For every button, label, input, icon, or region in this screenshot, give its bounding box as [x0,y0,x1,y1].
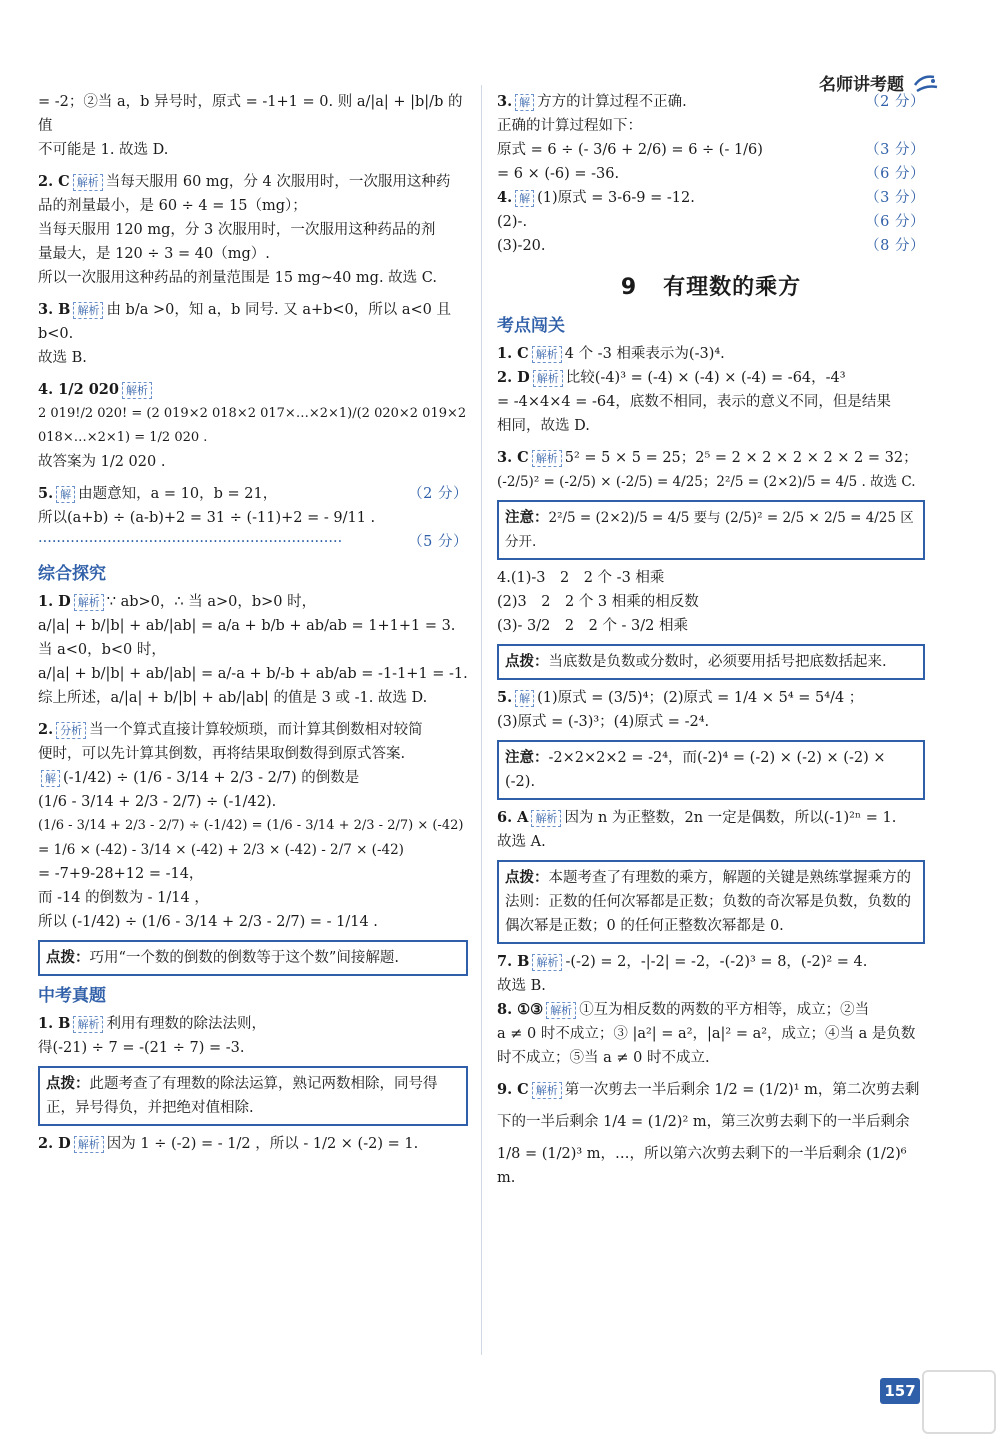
text-line: 故选 A. [497,834,546,850]
text-line: 不可能是 1. 故选 D. [38,142,169,158]
text-line: 品的剂量最小，是 60 ÷ 4 = 15（mg）； [38,198,307,214]
score-line: ·································································· （5 分） [38,530,468,554]
text-line: 利用有理数的除法法则， [106,1016,266,1032]
jiexi-tag: 解析 [531,810,561,827]
chapter-name: 有理数的乘方 [663,275,802,300]
text-line: (1)原式 = 3-6-9 = -12. [537,190,695,206]
text-line: = 6 × (-6) = -36. [497,166,620,182]
text-line: 当 a<0，b<0 时， [38,642,166,658]
note-text: 2²/5 = (2×2)/5 = 4/5 要与 (2/5)² = 2/5 × 2/5 = 4/25 区分开. [505,510,914,550]
question-number: 2. C [38,173,70,190]
text-line: 方方的计算过程不正确. [537,94,687,110]
note-label: 点拨： [505,870,549,886]
question-2 [38,170,468,194]
text-line: a ≠ 0 时不成立；③ |a²| = a²，|a|² = a²，成立；④当 a 是负数 [497,1026,916,1042]
text-line: (1)原式 = (3/5)⁴；(2)原式 = 1/4 × 5⁴ = 5⁴/4 ； [537,690,864,706]
score: （2 分） [408,486,468,502]
text-line: (1/6 - 3/14 + 2/3 - 2/7) ÷ (-1/42) = (1/6 - 3/14 + 2/3 - 2/7) × (-42) [38,818,464,833]
question-number: 5. [497,689,513,706]
text-line: 1/8 = (1/2)³ m，…，所以第六次剪去剩下的一半后剩余 (1/2)⁶ m. [497,1146,912,1186]
text-line: (3)原式 = (-3)³；(4)原式 = -2⁴. [497,714,710,730]
note-text: 巧用“一个数的倒数的倒数等于这个数”间接解题. [89,950,399,966]
note-label: 注意： [505,510,549,526]
text-line: 故答案为 1/2 020 . [38,454,166,470]
text-line: = 1/6 × (-42) - 3/14 × (-42) + 2/3 × (-42) - 2/7 × (-42) [38,842,404,858]
jiexi-tag: 解析 [532,450,562,467]
question-p6 [497,806,925,830]
text-line: (-2/5)² = (-2/5) × (-2/5) = 4/25；2²/5 = (2×2)/5 = 4/5 . 故选 C. [497,474,916,490]
text-line [497,138,925,162]
text-line [497,210,925,234]
page-number: 157 [880,1378,920,1404]
text-line: 便时，可以先计算其倒数，再将结果取倒数得到原式答案. [38,746,406,762]
jie-tag: 解 [515,190,534,207]
question-number: 2. D [38,1135,71,1152]
text-line: 所以 (-1/42) ÷ (1/6 - 3/14 + 2/3 - 2/7) = - 1/14 . [38,914,378,930]
question-number: 3. [497,93,513,110]
text-line: 所以(a+b) ÷ (a-b)+2 = 31 ÷ (-11)+2 = - 9/11 . [38,510,376,526]
note-box [497,740,925,800]
question-number: 2. D [497,369,530,386]
text-line: (2)-. [497,214,528,230]
text-line: 5² = 5 × 5 = 25；2⁵ = 2 × 2 × 2 × 2 × 2 = 32； [564,450,918,466]
text-line: (3)- 3/2 2 2 个 - 3/2 相乘 [497,618,689,634]
text-line: 时不成立；⑤当 a ≠ 0 时不成立. [497,1050,710,1066]
section-heading: 考点闯关 [497,316,565,336]
jiexi-tag: 解析 [122,382,152,399]
column-divider [481,85,482,1355]
text-line: 2 019!/2 020! = (2 019×2 018×2 017×…×2×1)/(2 020×2 019×2 018×…×2×1) = 1/2 020 . [38,406,471,445]
text-line: (-1/42) ÷ (1/6 - 3/14 + 2/3 - 2/7) 的倒数是 [63,770,360,786]
chapter-title [497,276,925,300]
text-line: = -7+9-28+12 = -14， [38,866,204,882]
text-line: 当每天服用 60 mg，分 4 次服用时，一次服用这种药 [105,174,451,190]
question-number: 9. C [497,1081,529,1098]
jiexi-tag: 解析 [532,954,562,971]
question-number: 3. B [38,301,71,318]
question-p8 [497,998,925,1022]
jiexi-tag: 解析 [73,174,103,191]
text-line: 量最大，是 120 ÷ 3 = 40（mg）. [38,246,270,262]
text-line: 得(-21) ÷ 7 = -(21 ÷ 7) = -3. [38,1040,245,1056]
question-number: 2. [38,721,54,738]
question-p5 [497,686,925,710]
score: （3 分） [865,190,925,206]
text-line: = -2；②当 a，b 异号时，原式 = -1+1 = 0. 则 a/|a| + |b|/b 的值 [38,94,463,134]
text-line: 因为 n 为正整数，2n 一定是偶数，所以(-1)²ⁿ = 1. [564,810,897,826]
note-label: 点拨： [505,654,549,670]
score: （6 分） [865,166,925,182]
note-text: 此题考查了有理数的除法运算，熟记两数相除，同号得正，异号得负，并把绝对值相除. [46,1076,438,1116]
text-line: 相同，故选 D. [497,418,590,434]
score: （5 分） [408,530,468,554]
chapter-number: 9 [620,275,638,300]
question-p9 [497,1078,925,1102]
question-p1 [497,342,925,366]
text-line: = -4×4×4 = -64，底数不相同，表示的意义不同，但是结果 [497,394,891,410]
text-line: a/|a| + b/|b| + ab/|ab| = a/-a + b/-b + ab/ab = -1-1+1 = -1. [38,666,468,682]
note-label: 注意： [505,750,549,766]
jie-tag: 解 [41,770,60,787]
text-line: 比较(-4)³ = (-4) × (-4) × (-4) = -64，-4³ [565,370,846,386]
question-number: 8. ①③ [497,1001,544,1018]
text-line [497,162,925,186]
question-p2 [497,366,925,390]
question-r3 [497,90,925,114]
text-line: (3)-20. [497,238,546,254]
jiexi-tag: 解析 [532,1082,562,1099]
text-line: ①互为相反数的两数的平方相等，成立；②当 [579,1002,870,1018]
text-line: 而 -14 的倒数为 - 1/14 ， [38,890,209,906]
question-p3 [497,446,925,470]
text-line: 因为 1 ÷ (-2) = - 1/2 ，所以 - 1/2 × (-2) = 1. [106,1136,419,1152]
note-box [497,500,925,560]
question-4 [38,378,468,402]
jiexi-tag: 解析 [74,1136,104,1153]
text-line: -(-2) = 2，-|-2| = -2，-(-2)³ = 8，(-2)² = 4. [565,954,868,970]
jiexi-tag: 解析 [532,346,562,363]
text-line: 原式 = 6 ÷ (- 3/6 + 2/6) = 6 ÷ (- 1/6) [497,142,763,158]
text-line: (1/6 - 3/14 + 2/3 - 2/7) ÷ (-1/42). [38,794,277,810]
note-text: 当底数是负数或分数时，必须要用括号把底数括起来. [548,654,887,670]
question-number: 4. 1/2 020 [38,381,119,398]
note-text: 本题考查了有理数的乘方，解题的关键是熟练掌握乘方的法则：正数的任何次幂都是正数；负数的奇次幂是负数，负数的偶次幂是正数；0 的任何正整数次幂都是 0. [505,870,911,934]
text-line: 由 b/a >0，知 a，b 同号. 又 a+b<0，所以 a<0 且 b<0. [38,302,456,342]
question-r4 [497,186,925,210]
text-line: 所以一次服用这种药品的剂量范围是 15 mg~40 mg. 故选 C. [38,270,437,286]
text-line: 综上所述，a/|a| + b/|b| + ab/|ab| 的值是 3 或 -1. 故选 D. [38,690,428,706]
calc-line [38,766,468,790]
text-line: ∵ ab>0，∴ 当 a>0，b>0 时， [106,594,317,610]
note-label: 点拨： [46,1076,90,1092]
note-text: -2×2×2×2 = -2⁴，而(-2)⁴ = (-2) × (-2) × (-2) × (-2). [505,750,886,790]
question-number: 1. C [497,345,529,362]
question-z1 [38,590,468,614]
question-z2 [38,718,468,742]
right-column [497,90,925,1190]
section-heading: 中考真题 [38,986,106,1006]
jiexi-tag: 解析 [73,302,103,319]
jiexi-tag: 解析 [533,370,563,387]
score: （6 分） [865,214,925,230]
text-line: 4.(1)-3 2 2 个 -3 相乘 [497,570,665,586]
text-line: 正确的计算过程如下： [497,118,642,134]
text-line: 下的一半后剩余 1/4 = (1/2)² m，第三次剪去剩下的一半后剩余 [497,1114,910,1130]
tip-box [38,940,468,976]
text-line: a/|a| + b/|b| + ab/|ab| = a/a + b/b + ab/ab = 1+1+1 = 3. [38,618,456,634]
text-line [497,234,925,258]
text-line: 第一次剪去一半后剩余 1/2 = (1/2)¹ m，第二次剪去剩 [564,1082,920,1098]
question-5 [38,482,468,506]
score: （3 分） [865,142,925,158]
question-number: 1. D [38,593,71,610]
question-number: 1. B [38,1015,71,1032]
text-line: 4 个 -3 相乘表示为(-3)⁴. [564,346,725,362]
text-line: 故选 B. [497,978,546,994]
question-number: 3. C [497,449,529,466]
score: （2 分） [865,94,925,110]
jie-tag: 解 [56,486,75,503]
jiexi-tag: 解析 [546,1002,576,1019]
question-number: 7. B [497,953,530,970]
text-line: 当一个算式直接计算较烦琐，而计算其倒数相对较简 [89,722,423,738]
question-number: 4. [497,189,513,206]
question-p7 [497,950,925,974]
tip-box [497,644,925,680]
text-line: 当每天服用 120 mg，分 3 次服用时，一次服用这种药品的剂 [38,222,436,238]
text-line: (2)3 2 2 个 3 相乘的相反数 [497,594,699,610]
question-number: 6. A [497,809,529,826]
text-line: 故选 B. [38,350,87,366]
header-title: 名师讲考题 [819,75,904,95]
jiexi-tag: 解析 [74,594,104,611]
jie-tag: 解 [515,94,534,111]
left-column [38,90,471,1156]
note-label: 点拨： [46,950,90,966]
fenxi-tag: 分析 [56,722,86,739]
question-number: 5. [38,485,54,502]
tip-box [38,1066,468,1126]
jiexi-tag: 解析 [73,1016,103,1033]
text-line: 由题意知，a = 10，b = 21， [78,486,278,502]
section-heading: 综合探究 [38,564,106,584]
question-k1 [38,1012,468,1036]
tip-box [497,860,925,944]
watermark-stamp [922,1370,996,1434]
jie-tag: 解 [515,690,534,707]
score: （8 分） [865,238,925,254]
question-3 [38,298,468,346]
question-k2 [38,1132,468,1156]
